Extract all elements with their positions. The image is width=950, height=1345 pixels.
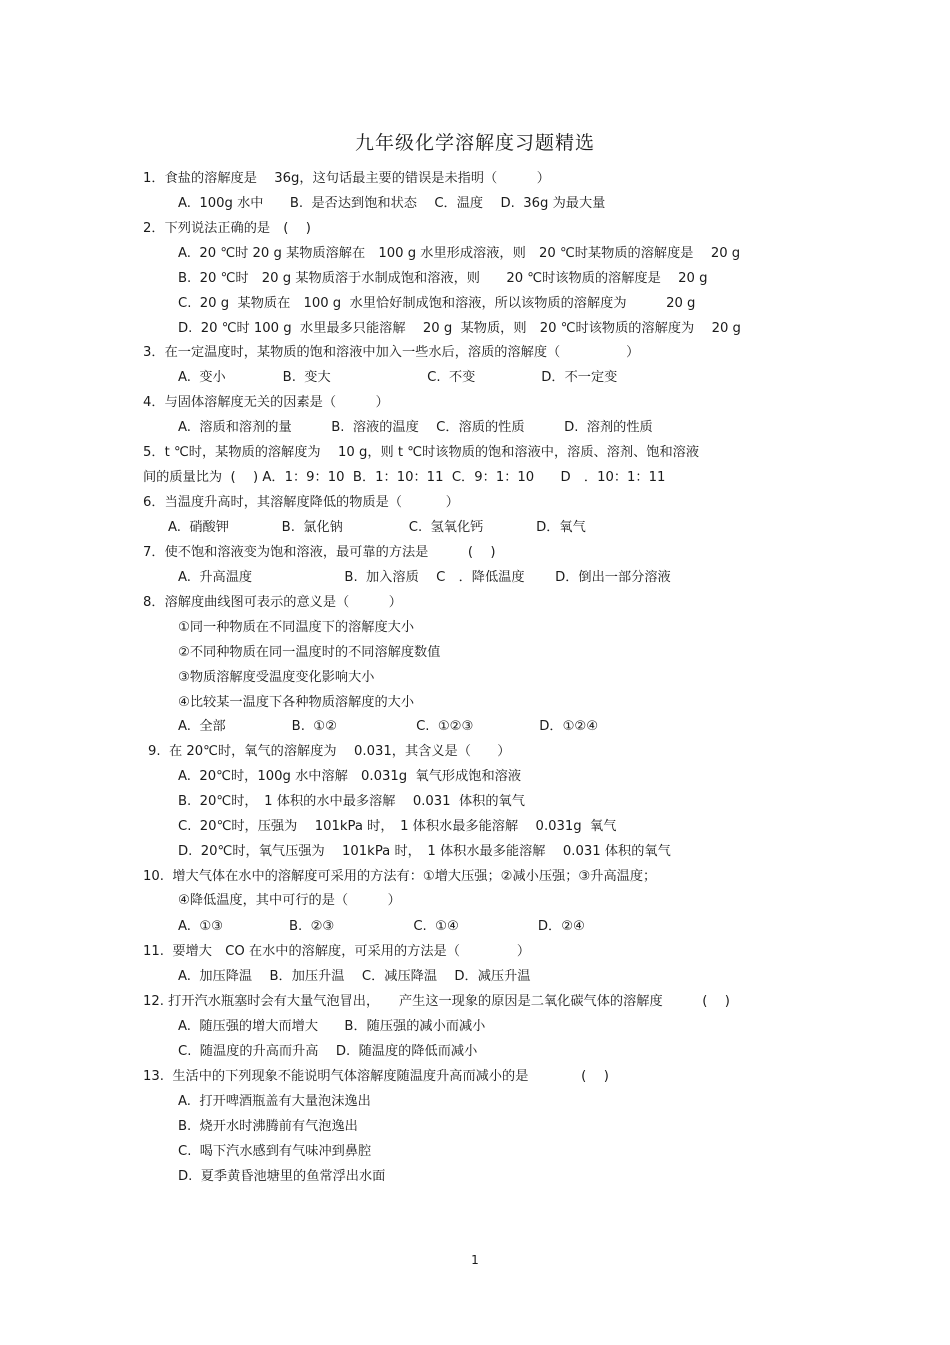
text-line: 10. 增大气体在水中的溶解度可采用的方法有：①增大压强；②减小压强；③升高温度； [143, 869, 657, 884]
text-line: 6．当温度升高时，其溶解度降低的物质是（ ） [143, 495, 459, 510]
text-line: 11. 要增大 CO 在水中的溶解度，可采用的方法是（ ） [143, 944, 531, 959]
text-line: C. 喝下汽水感到有气味冲到鼻腔 [178, 1144, 372, 1159]
text-line: 3．在一定温度时，某物质的饱和溶液中加入一些水后，溶质的溶解度（ ） [143, 345, 640, 360]
text-line: 8．溶解度曲线图可表示的意义是（ ） [143, 595, 402, 610]
text-line: C. 20℃时，压强为 101kPa 时， 1 体积水最多能溶解 0.031g 氧气 [178, 819, 617, 834]
text-line: C. 随温度的升高而升高 D. 随温度的降低而减小 [178, 1044, 478, 1059]
text-line: 5．t ℃时，某物质的溶解度为 10 g，则 t ℃时该物质的饱和溶液中，溶质、溶剂、饱和溶液 [143, 445, 700, 460]
text-line: A. 变小 B. 变大 C. 不变 D．不一定变 [178, 370, 618, 385]
text-line: A. 打开啤酒瓶盖有大量泡沫逸出 [178, 1094, 371, 1109]
page-title: 九年级化学溶解度习题精选 [354, 132, 595, 154]
text-line: 间的质量比为 ( ) A．1：9：10 B．1：10：11 C．9：1：10 D ．10：1：11 [143, 470, 666, 485]
text-line: ②不同种物质在同一温度时的不同溶解度数值 [178, 645, 441, 660]
text-line: A. ①③ B. ②③ C. ①④ D．②④ [178, 919, 585, 934]
text-line: A. 加压降温 B．加压升温 C．减压降温 D．减压升温 [178, 969, 531, 984]
text-line: ①同一种物质在不同温度下的溶解度大小 [178, 620, 415, 635]
text-line: A. 100g 水中 B. 是否达到饱和状态 C．温度 D. 36g 为最大量 [178, 196, 606, 211]
text-line: D. 夏季黄昏池塘里的鱼常浮出水面 [178, 1169, 386, 1184]
text-line: A. 20 ℃时 20 g 某物质溶解在 100 g 水里形成溶液，则 20 ℃时某物质的溶解度是 20 g [178, 246, 741, 261]
text-line: 9. 在 20℃时，氧气的溶解度为 0.031，其含义是（ ） [148, 744, 511, 759]
text-line: 2．下列说法正确的是 ( ) [143, 221, 311, 236]
text-line: D. 20 ℃时 100 g 水里最多只能溶解 20 g 某物质，则 20 ℃时该物质的溶解度为 20 g [178, 321, 741, 336]
text-line: C. 20 g 某物质在 100 g 水里恰好制成饱和溶液，所以该物质的溶解度为 20 g [178, 296, 696, 311]
text-line: D. 20℃时，氧气压强为 101kPa 时， 1 体积水最多能溶解 0.031 体积的氧气 [178, 844, 671, 859]
text-line: A. 溶质和溶剂的量 B. 溶液的温度 C．溶质的性质 D. 溶剂的性质 [178, 420, 653, 435]
page-number: 1 [471, 1253, 479, 1267]
text-line: A. 20℃时，100g 水中溶解 0.031g 氧气形成饱和溶液 [178, 769, 522, 784]
text-line: A. 全部 B. ①② C. ①②③ D．①②④ [178, 719, 599, 734]
text-line: 13. 生活中的下列现象不能说明气体溶解度随温度升高而减小的是 ( ) [143, 1069, 609, 1084]
text-line: A. 随压强的增大而增大 B．随压强的减小而减小 [178, 1019, 486, 1034]
text-line: ④降低温度，其中可行的是（ ） [178, 893, 401, 908]
text-line: 12. 打开汽水瓶塞时会有大量气泡冒出， 产生这一现象的原因是二氧化碳气体的溶解度 ( ) [143, 994, 730, 1009]
text-line: 4．与固体溶解度无关的因素是（ ） [143, 395, 389, 410]
text-line: B. 20 ℃时 20 g 某物质溶于水制成饱和溶液，则 20 ℃时该物质的溶解度是 20 g [178, 271, 708, 286]
text-line: 7．使不饱和溶液变为饱和溶液，最可靠的方法是 ( ) [143, 545, 496, 560]
text-line: B. 烧开水时沸腾前有气泡逸出 [178, 1119, 358, 1134]
text-line: 1．食盐的溶解度是 36g，这句话最主要的错误是未指明（ ） [143, 171, 550, 186]
text-line: B. 20℃时， 1 体积的水中最多溶解 0.031 体积的氧气 [178, 794, 525, 809]
text-line: ③物质溶解度受温度变化影响大小 [178, 670, 375, 685]
text-line: ④比较某一温度下各种物质溶解度的大小 [178, 695, 415, 710]
text-line: A. 硝酸钾 B. 氯化钠 C. 氢氧化钙 D．氧气 [168, 520, 586, 535]
text-line: A. 升高温度 B. 加入溶质 C ．降低温度 D．倒出一部分溶液 [178, 570, 671, 585]
